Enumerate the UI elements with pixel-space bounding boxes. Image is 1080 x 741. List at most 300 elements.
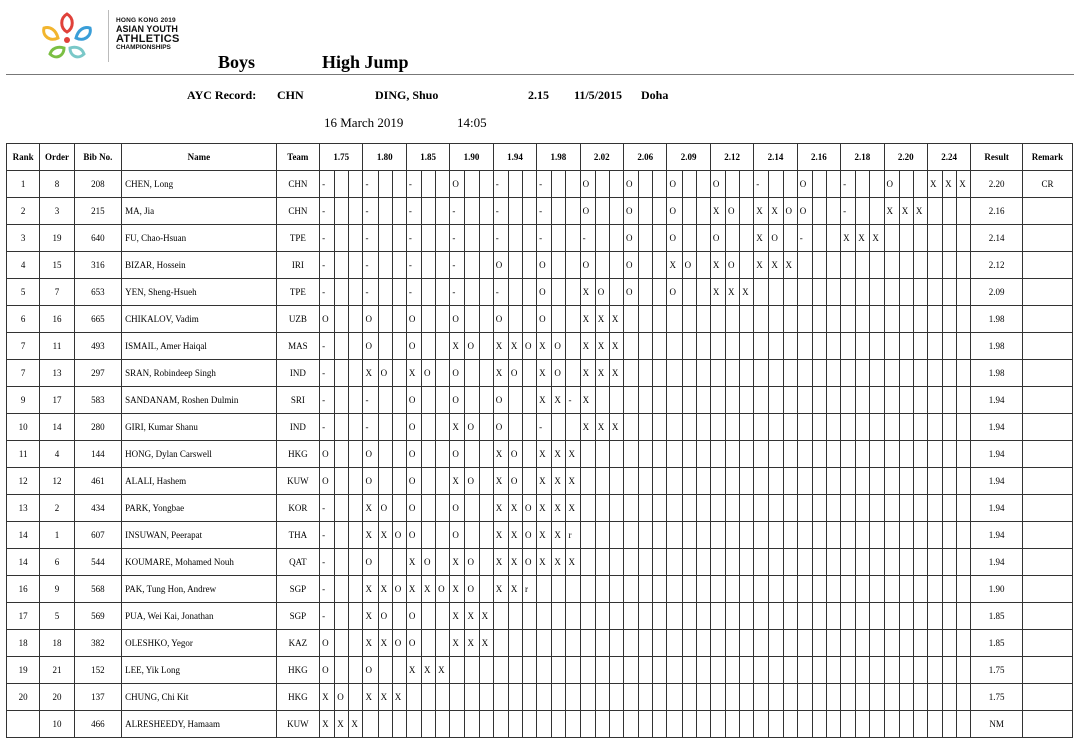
athlete-name-cell: OLESHKO, Yegor xyxy=(122,630,277,657)
order-cell: 3 xyxy=(40,198,74,225)
attempt-cell xyxy=(696,684,710,711)
bib-cell: 316 xyxy=(74,252,121,279)
attempt-cell xyxy=(465,279,479,306)
remark-cell xyxy=(1022,198,1072,225)
attempt-cell xyxy=(783,279,797,306)
attempt-cell xyxy=(826,252,840,279)
attempt-cell: O xyxy=(363,306,378,333)
attempt-cell xyxy=(422,630,436,657)
attempt-cell xyxy=(884,468,899,495)
attempt-cell: X xyxy=(450,468,465,495)
attempt-cell xyxy=(726,576,740,603)
attempt-cell xyxy=(870,603,884,630)
attempt-cell: O xyxy=(320,630,335,657)
athlete-name-cell: GIRI, Kumar Shanu xyxy=(122,414,277,441)
attempt-cell xyxy=(566,333,580,360)
attempt-cell: O xyxy=(450,360,465,387)
attempt-cell: X xyxy=(537,549,552,576)
attempt-cell: - xyxy=(493,198,508,225)
attempt-cell xyxy=(812,198,826,225)
attempt-cell xyxy=(899,684,913,711)
attempt-cell xyxy=(726,441,740,468)
attempt-cell xyxy=(913,468,927,495)
attempt-cell xyxy=(710,468,725,495)
attempt-cell xyxy=(653,576,667,603)
attempt-cell xyxy=(696,225,710,252)
attempt-cell xyxy=(841,549,856,576)
attempt-cell xyxy=(710,387,725,414)
attempt-cell xyxy=(436,684,450,711)
attempt-cell xyxy=(349,279,363,306)
attempt-cell xyxy=(943,198,957,225)
attempt-cell xyxy=(335,306,349,333)
attempt-cell xyxy=(726,549,740,576)
result-cell: 1.85 xyxy=(971,603,1023,630)
attempt-cell xyxy=(436,711,450,738)
rank-cell: 7 xyxy=(7,333,40,360)
attempt-cell xyxy=(349,252,363,279)
bib-cell: 144 xyxy=(74,441,121,468)
remark-cell xyxy=(1022,468,1072,495)
attempt-cell xyxy=(812,495,826,522)
attempt-cell xyxy=(422,198,436,225)
team-cell: SGP xyxy=(276,576,319,603)
attempt-cell xyxy=(927,549,942,576)
attempt-cell: O xyxy=(726,252,740,279)
attempt-cell: O xyxy=(508,360,522,387)
attempt-cell xyxy=(653,549,667,576)
attempt-cell xyxy=(667,333,682,360)
attempt-cell xyxy=(884,279,899,306)
attempt-cell: X xyxy=(580,414,595,441)
attempt-cell: O xyxy=(667,171,682,198)
attempt-cell xyxy=(769,333,783,360)
result-cell: 1.75 xyxy=(971,657,1023,684)
col-height: 1.94 xyxy=(493,144,536,171)
attempt-cell: O xyxy=(667,279,682,306)
team-cell: CHN xyxy=(276,171,319,198)
attempt-cell xyxy=(422,711,436,738)
attempt-cell xyxy=(769,576,783,603)
attempt-cell xyxy=(667,684,682,711)
attempt-cell xyxy=(392,225,406,252)
attempt-cell xyxy=(609,225,623,252)
attempt-cell: X xyxy=(566,441,580,468)
attempt-cell xyxy=(884,522,899,549)
col-team: Team xyxy=(276,144,319,171)
attempt-cell: - xyxy=(406,279,421,306)
attempt-cell xyxy=(856,387,870,414)
attempt-cell xyxy=(899,657,913,684)
attempt-cell xyxy=(957,549,971,576)
attempt-cell xyxy=(856,360,870,387)
attempt-cell xyxy=(769,387,783,414)
attempt-cell xyxy=(624,441,639,468)
org-line-2: ASIAN YOUTH xyxy=(116,23,178,34)
attempt-cell xyxy=(552,414,566,441)
attempt-cell xyxy=(943,603,957,630)
remark-cell xyxy=(1022,279,1072,306)
attempt-cell: X xyxy=(595,414,609,441)
attempt-cell xyxy=(682,198,696,225)
attempt-cell xyxy=(884,657,899,684)
attempt-cell: X xyxy=(406,360,421,387)
attempt-cell: X xyxy=(378,630,392,657)
attempt-cell: - xyxy=(320,225,335,252)
attempt-cell xyxy=(523,279,537,306)
attempt-cell xyxy=(913,306,927,333)
attempt-cell xyxy=(523,684,537,711)
attempt-cell xyxy=(552,630,566,657)
col-height: 1.90 xyxy=(450,144,493,171)
table-row xyxy=(7,603,1073,630)
attempt-cell xyxy=(580,603,595,630)
attempt-cell xyxy=(508,387,522,414)
attempt-cell: - xyxy=(363,225,378,252)
attempt-cell xyxy=(797,603,812,630)
attempt-cell xyxy=(913,603,927,630)
attempt-cell: X xyxy=(493,333,508,360)
attempt-cell xyxy=(710,630,725,657)
attempt-cell xyxy=(523,468,537,495)
attempt-cell xyxy=(856,306,870,333)
attempt-cell xyxy=(595,468,609,495)
attempt-cell: - xyxy=(754,171,769,198)
attempt-cell xyxy=(927,603,942,630)
rank-cell: 9 xyxy=(7,387,40,414)
attempt-cell xyxy=(826,468,840,495)
attempt-cell xyxy=(479,711,493,738)
rank-cell: 10 xyxy=(7,414,40,441)
attempt-cell xyxy=(479,495,493,522)
attempt-cell xyxy=(726,171,740,198)
attempt-cell xyxy=(624,495,639,522)
order-cell: 7 xyxy=(40,279,74,306)
attempt-cell xyxy=(378,252,392,279)
attempt-cell xyxy=(726,603,740,630)
attempt-cell: O xyxy=(595,279,609,306)
attempt-cell xyxy=(653,225,667,252)
attempt-cell xyxy=(696,279,710,306)
attempt-cell xyxy=(812,252,826,279)
attempt-cell xyxy=(624,630,639,657)
attempt-cell xyxy=(639,711,653,738)
attempt-cell: - xyxy=(320,576,335,603)
attempt-cell xyxy=(740,441,754,468)
attempt-cell xyxy=(349,522,363,549)
attempt-cell xyxy=(349,630,363,657)
col-height: 1.75 xyxy=(320,144,363,171)
attempt-cell xyxy=(856,603,870,630)
attempt-cell xyxy=(812,711,826,738)
attempt-cell: X xyxy=(769,198,783,225)
attempt-cell: X xyxy=(580,387,595,414)
team-cell: SRI xyxy=(276,387,319,414)
attempt-cell xyxy=(783,657,797,684)
attempt-cell: O xyxy=(320,657,335,684)
result-cell: 1.85 xyxy=(971,630,1023,657)
championship-logo-icon xyxy=(32,8,102,64)
attempt-cell xyxy=(335,333,349,360)
attempt-cell xyxy=(884,306,899,333)
attempt-cell: O xyxy=(667,225,682,252)
rank-cell: 4 xyxy=(7,252,40,279)
athlete-name-cell: FU, Chao-Hsuan xyxy=(122,225,277,252)
attempt-cell xyxy=(870,549,884,576)
attempt-cell xyxy=(465,198,479,225)
attempt-cell: X xyxy=(537,360,552,387)
organizer-name xyxy=(116,18,180,51)
attempt-cell xyxy=(639,684,653,711)
attempt-cell xyxy=(552,603,566,630)
attempt-cell xyxy=(378,711,392,738)
attempt-cell xyxy=(769,549,783,576)
attempt-cell xyxy=(335,495,349,522)
attempt-cell xyxy=(349,198,363,225)
attempt-cell xyxy=(927,333,942,360)
attempt-cell xyxy=(479,657,493,684)
col-height: 2.09 xyxy=(667,144,710,171)
attempt-cell xyxy=(783,576,797,603)
team-cell: SGP xyxy=(276,603,319,630)
attempt-cell: O xyxy=(406,441,421,468)
attempt-cell xyxy=(508,225,522,252)
rank-cell: 18 xyxy=(7,630,40,657)
remark-cell: CR xyxy=(1022,171,1072,198)
attempt-cell: X xyxy=(580,279,595,306)
attempt-cell xyxy=(783,360,797,387)
attempt-cell xyxy=(856,414,870,441)
attempt-cell xyxy=(335,630,349,657)
attempt-cell xyxy=(740,603,754,630)
attempt-cell xyxy=(523,252,537,279)
attempt-cell: X xyxy=(537,495,552,522)
attempt-cell xyxy=(754,279,769,306)
attempt-cell: X xyxy=(856,225,870,252)
order-cell: 15 xyxy=(40,252,74,279)
attempt-cell xyxy=(523,387,537,414)
attempt-cell xyxy=(957,441,971,468)
attempt-cell: X xyxy=(493,576,508,603)
attempt-cell xyxy=(436,252,450,279)
attempt-cell xyxy=(508,279,522,306)
attempt-cell xyxy=(710,414,725,441)
attempt-cell xyxy=(856,576,870,603)
attempt-cell xyxy=(682,630,696,657)
attempt-cell xyxy=(566,360,580,387)
attempt-cell xyxy=(335,522,349,549)
attempt-cell xyxy=(841,657,856,684)
attempt-cell: O xyxy=(465,549,479,576)
attempt-cell xyxy=(609,522,623,549)
attempt-cell xyxy=(595,387,609,414)
col-height: 2.20 xyxy=(884,144,927,171)
attempt-cell xyxy=(422,684,436,711)
attempt-cell xyxy=(595,603,609,630)
attempt-cell xyxy=(769,171,783,198)
attempt-cell: X xyxy=(392,684,406,711)
competition-date: 16 March 2019 xyxy=(324,115,404,130)
attempt-cell xyxy=(710,711,725,738)
attempt-cell xyxy=(740,657,754,684)
attempt-cell: X xyxy=(479,603,493,630)
attempt-cell xyxy=(667,522,682,549)
attempt-cell: O xyxy=(378,360,392,387)
attempt-cell xyxy=(436,225,450,252)
attempt-cell xyxy=(726,657,740,684)
athlete-name-cell: ALALI, Hashem xyxy=(122,468,277,495)
attempt-cell xyxy=(899,468,913,495)
attempt-cell xyxy=(422,387,436,414)
remark-cell xyxy=(1022,684,1072,711)
attempt-cell xyxy=(639,171,653,198)
attempt-cell xyxy=(508,603,522,630)
attempt-cell xyxy=(624,468,639,495)
athlete-name-cell: CHUNG, Chi Kit xyxy=(122,684,277,711)
attempt-cell: - xyxy=(320,495,335,522)
attempt-cell xyxy=(595,171,609,198)
attempt-cell xyxy=(335,441,349,468)
attempt-cell xyxy=(378,171,392,198)
attempt-cell xyxy=(913,630,927,657)
attempt-cell: X xyxy=(508,549,522,576)
team-cell: TPE xyxy=(276,225,319,252)
attempt-cell: O xyxy=(624,279,639,306)
table-row xyxy=(7,414,1073,441)
attempt-cell xyxy=(335,279,349,306)
attempt-cell xyxy=(870,198,884,225)
attempt-cell: - xyxy=(841,198,856,225)
attempt-cell: - xyxy=(797,225,812,252)
attempt-cell xyxy=(710,360,725,387)
attempt-cell xyxy=(667,576,682,603)
remark-cell xyxy=(1022,414,1072,441)
attempt-cell xyxy=(797,630,812,657)
attempt-cell xyxy=(943,657,957,684)
attempt-cell xyxy=(797,306,812,333)
attempt-cell xyxy=(523,198,537,225)
attempt-cell: X xyxy=(422,576,436,603)
attempt-cell xyxy=(653,441,667,468)
attempt-cell: O xyxy=(580,198,595,225)
attempt-cell xyxy=(479,306,493,333)
attempt-cell xyxy=(884,441,899,468)
attempt-cell xyxy=(609,711,623,738)
attempt-cell: X xyxy=(726,279,740,306)
attempt-cell xyxy=(870,387,884,414)
attempt-cell xyxy=(826,171,840,198)
attempt-cell xyxy=(667,387,682,414)
attempt-cell: - xyxy=(537,171,552,198)
col-name: Name xyxy=(122,144,277,171)
attempt-cell: O xyxy=(783,198,797,225)
attempt-cell: - xyxy=(363,252,378,279)
athlete-name-cell: ISMAIL, Amer Haiqal xyxy=(122,333,277,360)
attempt-cell xyxy=(595,630,609,657)
attempt-cell: X xyxy=(552,495,566,522)
bib-cell: 544 xyxy=(74,549,121,576)
attempt-cell xyxy=(696,468,710,495)
attempt-cell xyxy=(957,414,971,441)
attempt-cell xyxy=(783,684,797,711)
attempt-cell xyxy=(927,576,942,603)
attempt-cell xyxy=(812,630,826,657)
attempt-cell xyxy=(927,360,942,387)
attempt-cell xyxy=(870,657,884,684)
attempt-cell: X xyxy=(884,198,899,225)
attempt-cell xyxy=(479,522,493,549)
attempt-cell: X xyxy=(609,333,623,360)
attempt-cell xyxy=(899,576,913,603)
attempt-cell xyxy=(899,279,913,306)
result-cell: 1.94 xyxy=(971,549,1023,576)
attempt-cell xyxy=(335,549,349,576)
attempt-cell: O xyxy=(406,306,421,333)
attempt-cell xyxy=(465,711,479,738)
attempt-cell: O xyxy=(508,441,522,468)
attempt-cell xyxy=(479,684,493,711)
bib-cell: 607 xyxy=(74,522,121,549)
attempt-cell xyxy=(523,441,537,468)
attempt-cell xyxy=(957,495,971,522)
attempt-cell xyxy=(639,387,653,414)
attempt-cell xyxy=(335,252,349,279)
attempt-cell xyxy=(783,522,797,549)
attempt-cell xyxy=(493,603,508,630)
attempt-cell xyxy=(943,306,957,333)
order-cell: 10 xyxy=(40,711,74,738)
attempt-cell xyxy=(624,657,639,684)
attempt-cell xyxy=(726,306,740,333)
attempt-cell xyxy=(580,630,595,657)
attempt-cell xyxy=(406,711,421,738)
attempt-cell xyxy=(740,171,754,198)
attempt-cell xyxy=(552,171,566,198)
attempt-cell xyxy=(378,468,392,495)
attempt-cell: O xyxy=(378,603,392,630)
attempt-cell xyxy=(913,360,927,387)
attempt-cell xyxy=(913,252,927,279)
attempt-cell xyxy=(436,549,450,576)
attempt-cell xyxy=(913,387,927,414)
attempt-cell xyxy=(667,495,682,522)
attempt-cell xyxy=(826,441,840,468)
attempt-cell xyxy=(710,333,725,360)
attempt-cell xyxy=(392,360,406,387)
attempt-cell xyxy=(841,711,856,738)
table-row xyxy=(7,495,1073,522)
attempt-cell xyxy=(841,306,856,333)
attempt-cell xyxy=(422,495,436,522)
attempt-cell: X xyxy=(710,279,725,306)
attempt-cell xyxy=(957,225,971,252)
athlete-name-cell: CHIKALOV, Vadim xyxy=(122,306,277,333)
attempt-cell xyxy=(436,630,450,657)
attempt-cell xyxy=(726,225,740,252)
attempt-cell xyxy=(422,225,436,252)
attempt-cell: O xyxy=(493,306,508,333)
attempt-cell xyxy=(884,333,899,360)
attempt-cell: X xyxy=(378,684,392,711)
attempt-cell xyxy=(812,549,826,576)
attempt-cell xyxy=(566,684,580,711)
col-height: 2.12 xyxy=(710,144,753,171)
attempt-cell: O xyxy=(363,549,378,576)
attempt-cell: X xyxy=(406,657,421,684)
attempt-cell: O xyxy=(537,306,552,333)
attempt-cell xyxy=(696,333,710,360)
attempt-cell xyxy=(436,279,450,306)
